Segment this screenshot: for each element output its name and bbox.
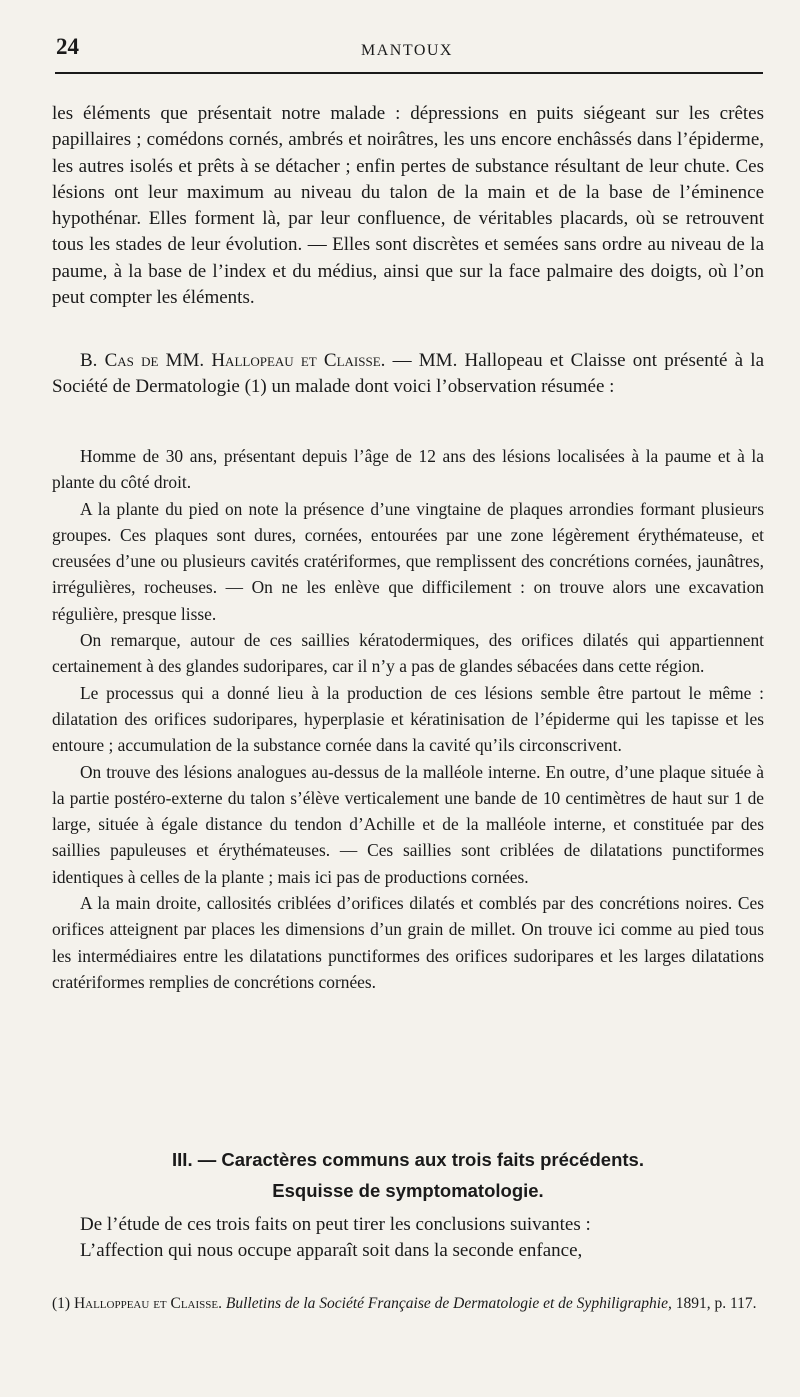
page-header bbox=[52, 34, 762, 64]
section-b-paragraph bbox=[52, 348, 764, 401]
observation-paragraph: A la plante du pied on note la présence d’une vingtaine de plaques arrondies formant plusieurs groupes. Ces plaques sont dures, cornées, entourées par une zone légèrement érythémateuse, et creusées d’une ou plusieurs cavités cratériformes, que remplissent des concrétions cornées, jaunâtres, irrégulières, rocheuses. — On ne les enlève que difficilement : on trouve alors une excavation régulière, presque lisse. bbox=[52, 498, 764, 624]
footnote-title: Bulletins de la Société Française de Dermatologie et de Syphiligraphie, bbox=[225, 1295, 672, 1312]
section-b-text: — MM. Hallopeau et Claisse ont présenté à la Société de Dermatologie (1) un malade dont voici l’observation résumée : bbox=[52, 350, 765, 398]
footnote-authors: Halloppeau et Claisse. bbox=[73, 1295, 222, 1312]
closing-text bbox=[52, 1212, 764, 1265]
observation-paragraph: Le processus qui a donné lieu à la production de ces lésions semble être partout le même : dilatation des orifices sudoripares, hyperplasie et kératinisation de l’épiderme qui les tapisse et les entoure ; accumulation de la substance cornée dans la cavité qu’ils circonscrivent. bbox=[52, 682, 764, 756]
footnote-details: 1891, p. 117. bbox=[675, 1295, 757, 1312]
section-b bbox=[52, 348, 764, 401]
section-heading-line1: III. — Caractères communs aux trois faits précédents. bbox=[172, 1149, 644, 1170]
footnote-marker: (1) bbox=[52, 1295, 71, 1312]
section-b-title: Cas de MM. Hallopeau et Claisse. bbox=[104, 350, 386, 371]
observation-paragraph: On trouve des lésions analogues au-dessus de la malléole interne. En outre, d’une plaque située à la partie postéro-externe du talon s’élève verticalement une bande de 10 centimètres de haut sur 1 de large, située à égale distance du tendon d’Achille et de la malléole interne, et constituée par des saillies papuleuses et érythémateuses. — Ces saillies sont criblées de dilatations punctiformes identiques à celles de la plante ; mais ici pas de productions cornées. bbox=[52, 761, 764, 887]
observation-block bbox=[52, 443, 764, 995]
section-b-label: B. bbox=[80, 350, 98, 371]
observation-paragraph: On remarque, autour de ces saillies kératodermiques, des orifices dilatés qui appartiennent certainement à des glandes sudoripares, car il n’y a pas de glandes sébacées dans cette région. bbox=[52, 630, 764, 677]
section-heading bbox=[52, 1144, 764, 1206]
observation-paragraph: Homme de 30 ans, présentant depuis l’âge de 12 ans des lésions localisées à la paume et à la plante du côté droit. bbox=[52, 446, 764, 493]
header-rule bbox=[55, 72, 763, 74]
paragraph-continuation bbox=[52, 101, 764, 311]
footnote bbox=[52, 1292, 764, 1315]
observation-paragraph: A la main droite, callosités criblées d’orifices dilatés et comblés par des concrétions noires. Ces orifices atteignent par places les dimensions d’un grain de millet. On trouve ici comme au pied tous les intermédiaires entre les dilatations punctiformes des orifices sudoripares et les larges dilatations cratériformes remplies de concrétions cornées. bbox=[52, 893, 764, 992]
page-number: 24 bbox=[56, 34, 79, 59]
conclusion-line: De l’étude de ces trois faits on peut tirer les conclusions suivantes : bbox=[80, 1214, 591, 1235]
paragraph: les éléments que présentait notre malade : dépressions en puits siégeant sur les crêtes papillaires ; comédons cornés, ambrés et noirâtres, les uns encore enchâssés dans l’épiderme, les autres isolés et prêts à se détacher ; enfin pertes de substance résultant de leur chute. Ces lésions ont leur maximum au niveau du talon de la main et de la base de l’éminence hypothénar. Elles forment là, par leur confluence, de véritables placards, où se retrouvent tous les stades de leur évolution. — Elles sont discrètes et semées sans ordre au niveau de la paume, à la base de l’index et du médius, ainsi que sur la face palmaire des doigts, où l’on peut compter les éléments. bbox=[52, 103, 764, 309]
section-heading-line2: Esquisse de symptomatologie. bbox=[272, 1180, 544, 1201]
running-title: MANTOUX bbox=[361, 42, 453, 59]
continuation-line: L’affection qui nous occupe apparaît soit dans la seconde enfance, bbox=[80, 1240, 583, 1262]
